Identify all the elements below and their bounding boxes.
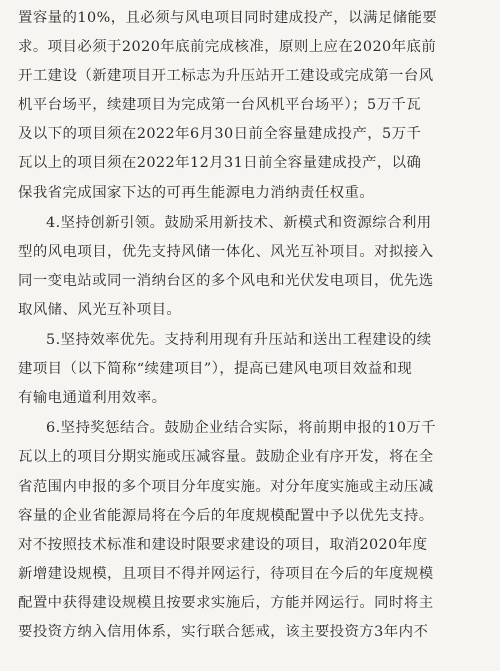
paragraph-6-start: 6.坚持奖惩结合。鼓励企业结合实际，将前期申报的10万千 xyxy=(46,420,437,437)
text-line: 保我省完成国家下达的可再生能源电力消纳责任权重。 xyxy=(18,184,375,201)
text-line: 省范围内申报的多个项目分年度实施。对分年度实施或主动压减 xyxy=(18,478,434,495)
paragraph-4-start: 4.坚持创新引领。鼓励采用新技术、新模式和资源综合利用 xyxy=(46,214,432,231)
text-line: 新增建设规模，且项目不得并网运行，待项目在今后的年度规模 xyxy=(18,565,434,582)
text-line: 取风储、风光互补项目。 xyxy=(18,301,182,318)
text-line: 型的风电项目，优先支持风储一体化、风光互补项目。对拟接入 xyxy=(18,243,434,260)
text-line: 建项目（以下简称“续建项目”），提高已建风电项目效益和现 xyxy=(18,361,413,378)
text-line: 及以下的项目须在2022年6月30日前全容量建成投产，5万千 xyxy=(18,126,422,143)
text-line: 有输电通道利用效率。 xyxy=(18,390,167,407)
text-line: 置容量的10%，且必须与风电项目同时建成投产，以满足储能要 xyxy=(18,10,438,26)
text-line: 同一变电站或同一消纳台区的多个风电和光伏发电项目，优先选 xyxy=(18,272,434,289)
text-line: 对不按照技术标准和建设时限要求建设的项目，取消2020年度 xyxy=(18,536,428,553)
text-line: 配置中获得建设规模且按要求实施后，方能并网运行。同时将主 xyxy=(18,594,434,611)
text-line: 机平台场平，续建项目为完成第一台风机平台场平）；5万千瓦 xyxy=(18,97,422,114)
text-line: 瓦以上的项目须在2022年12月31日前全容量建成投产，以确 xyxy=(18,155,422,172)
text-line: 求。项目必须于2020年底前完成核准，原则上应在2020年底前 xyxy=(18,39,437,56)
text-line: 要投资方纳入信用体系，实行联合惩戒，该主要投资方3年内不 xyxy=(18,623,429,640)
text-line: 容量的企业省能源局将在今后的年度规模配置中予以优先支持。 xyxy=(18,507,434,524)
paragraph-5-start: 5.坚持效率优先。支持利用现有升压站和送出工程建设的续 xyxy=(46,332,432,349)
text-line: 开工建设（新建项目开工标志为升压站开工建设或完成第一台风 xyxy=(18,68,434,85)
text-line: 瓦以上的项目分期实施或压减容量。鼓励企业有序开发，将在全 xyxy=(18,449,434,466)
